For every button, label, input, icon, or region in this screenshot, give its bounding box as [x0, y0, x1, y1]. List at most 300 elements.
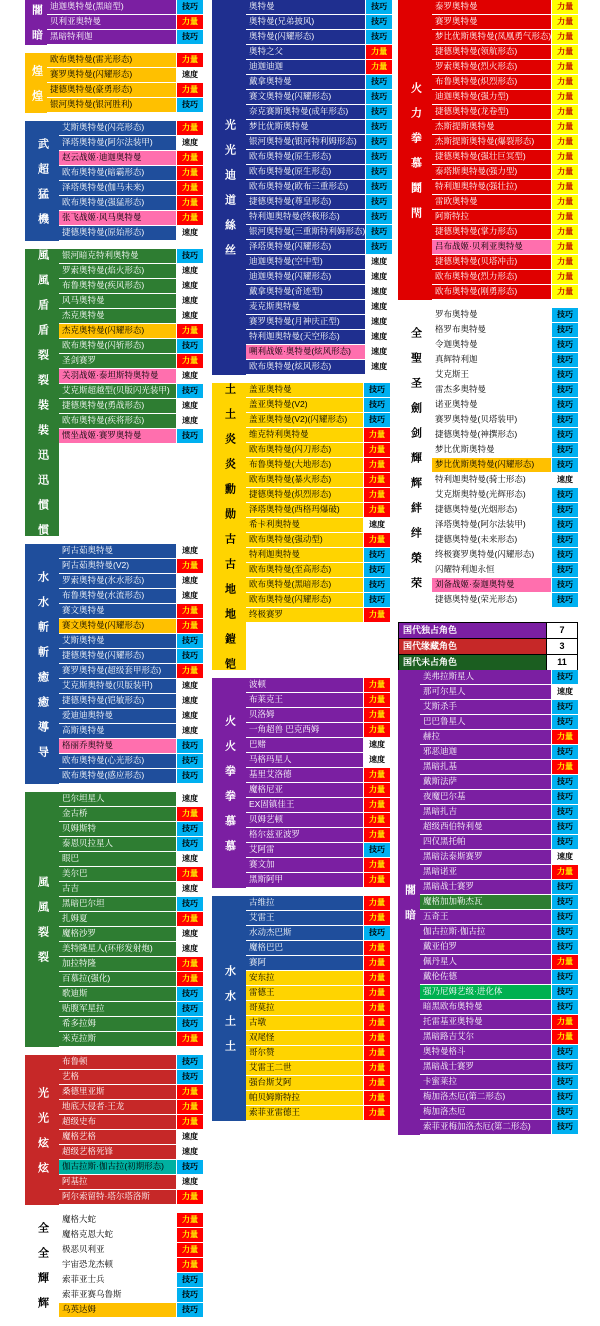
table-row[interactable] [432, 270, 578, 285]
table-row[interactable] [246, 240, 392, 255]
table-row[interactable] [59, 942, 203, 957]
table-row[interactable] [246, 195, 392, 210]
type-badge: 速度 [365, 360, 392, 374]
type-badge: 速度 [365, 270, 392, 284]
table-row[interactable] [246, 270, 392, 285]
table-row[interactable] [59, 589, 203, 604]
table-row[interactable] [246, 428, 390, 443]
table-row[interactable] [246, 533, 390, 548]
table-row[interactable] [59, 151, 203, 166]
element-group [25, 249, 203, 536]
character-name: 闪耀特利迦永恒 [435, 564, 495, 574]
type-badge: 速度 [365, 345, 392, 359]
table-row[interactable] [59, 324, 203, 339]
table-row[interactable] [420, 730, 578, 745]
table-row[interactable] [432, 323, 578, 338]
table-row[interactable] [246, 608, 390, 623]
table-row[interactable] [420, 805, 578, 820]
table-row[interactable] [246, 738, 390, 753]
type-badge: 力量 [363, 488, 390, 502]
table-row[interactable] [59, 309, 203, 324]
character-name: 魔格大蛇 [62, 1214, 97, 1224]
table-row[interactable] [59, 1273, 203, 1288]
type-badge: 技巧 [176, 754, 203, 768]
table-row[interactable] [432, 398, 578, 413]
table-row[interactable] [59, 1145, 203, 1160]
table-row[interactable] [246, 135, 392, 150]
table-row[interactable] [420, 940, 578, 955]
table-row[interactable] [246, 90, 392, 105]
table-row[interactable] [246, 911, 390, 926]
table-row[interactable] [246, 0, 392, 15]
table-row[interactable] [59, 1002, 203, 1017]
type-badge: 速度 [176, 1175, 203, 1189]
character-name: 美尔巴 [62, 868, 88, 878]
table-row[interactable] [420, 745, 578, 760]
table-row[interactable] [59, 619, 203, 634]
table-row[interactable] [432, 105, 578, 120]
table-row[interactable] [246, 285, 392, 300]
table-row[interactable] [420, 970, 578, 985]
type-badge: 速度 [176, 414, 203, 428]
table-row[interactable] [246, 783, 390, 798]
table-row[interactable] [432, 458, 578, 473]
element-group-label: 闇 暗 [25, 0, 47, 45]
table-row[interactable] [420, 1000, 578, 1015]
table-row[interactable] [420, 1060, 578, 1075]
table-row[interactable] [246, 15, 392, 30]
element-group-label: 全 全 輝 辉 [25, 1213, 59, 1318]
table-row[interactable] [246, 563, 390, 578]
character-name: 终极赛罗 [249, 609, 284, 619]
table-row[interactable] [420, 1045, 578, 1060]
table-row[interactable] [59, 1190, 203, 1205]
table-row[interactable] [246, 578, 390, 593]
type-badge: 技巧 [365, 225, 392, 239]
type-badge: 力量 [363, 813, 390, 827]
table-row[interactable] [59, 837, 203, 852]
type-badge: 技巧 [365, 15, 392, 29]
type-badge: 力量 [176, 619, 203, 633]
table-row[interactable] [59, 226, 203, 241]
table-row[interactable] [432, 210, 578, 225]
table-row[interactable] [432, 383, 578, 398]
table-row[interactable] [59, 987, 203, 1002]
table-row[interactable] [420, 700, 578, 715]
character-name: 艾雷王二世 [249, 1062, 292, 1072]
table-row[interactable] [246, 798, 390, 813]
table-row[interactable] [420, 1015, 578, 1030]
table-row[interactable] [246, 345, 392, 360]
table-row[interactable] [246, 150, 392, 165]
table-row[interactable] [59, 649, 203, 664]
table-row[interactable] [246, 383, 390, 398]
table-row[interactable] [246, 828, 390, 843]
table-row[interactable] [432, 518, 578, 533]
table-row[interactable] [432, 593, 578, 608]
character-name: 泰恩贝拉星人 [62, 838, 114, 848]
table-row[interactable] [432, 0, 578, 15]
group-separator [212, 1121, 390, 1129]
character-name: 阿斯特拉 [435, 211, 470, 221]
character-name: 张飞战姬·风马奥特曼 [62, 212, 142, 222]
table-row[interactable] [59, 1160, 203, 1175]
table-row[interactable] [59, 1085, 203, 1100]
table-row[interactable] [420, 850, 578, 865]
table-row[interactable] [59, 384, 203, 399]
table-row[interactable] [432, 285, 578, 300]
table-row[interactable] [432, 120, 578, 135]
table-row[interactable] [59, 181, 203, 196]
table-row[interactable] [432, 368, 578, 383]
table-row[interactable] [420, 1075, 578, 1090]
type-badge: 力量 [363, 1016, 390, 1030]
table-row[interactable] [432, 548, 578, 563]
table-row[interactable] [59, 604, 203, 619]
table-row[interactable] [59, 1055, 203, 1070]
type-badge: 技巧 [176, 1273, 203, 1287]
table-row[interactable] [246, 398, 390, 413]
character-name: 奥特曼格斗 [423, 1046, 466, 1056]
character-name: 泰罗奥特曼 [435, 1, 478, 11]
table-row[interactable] [246, 1061, 390, 1076]
table-row[interactable] [246, 678, 390, 693]
table-row[interactable] [59, 211, 203, 226]
type-badge: 速度 [363, 738, 390, 752]
table-row[interactable] [59, 724, 203, 739]
table-row[interactable] [59, 369, 203, 384]
table-row[interactable] [432, 473, 578, 488]
table-row[interactable] [432, 413, 578, 428]
table-row[interactable] [47, 83, 203, 98]
character-name: 梅加洛杰厄(第二形态) [423, 1091, 506, 1101]
table-row[interactable] [59, 1243, 203, 1258]
table-row[interactable] [59, 867, 203, 882]
table-row[interactable] [432, 353, 578, 368]
table-row[interactable] [420, 880, 578, 895]
character-name: 赛罗奥特曼(超级套甲形态) [62, 665, 162, 675]
table-row[interactable] [420, 670, 578, 685]
type-badge: 技巧 [365, 165, 392, 179]
table-row[interactable] [432, 308, 578, 323]
table-row[interactable] [59, 957, 203, 972]
type-badge: 技巧 [176, 1002, 203, 1016]
table-row[interactable] [246, 180, 392, 195]
table-row[interactable] [420, 985, 578, 1000]
table-row[interactable] [59, 709, 203, 724]
type-badge: 技巧 [551, 563, 578, 577]
table-row[interactable] [59, 574, 203, 589]
table-row[interactable] [246, 971, 390, 986]
table-row[interactable] [246, 315, 392, 330]
table-row[interactable] [59, 1228, 203, 1243]
table-row[interactable] [59, 1100, 203, 1115]
table-row[interactable] [420, 1030, 578, 1045]
element-group [25, 53, 203, 113]
table-row[interactable] [59, 852, 203, 867]
type-badge: 速度 [176, 264, 203, 278]
type-badge: 速度 [363, 753, 390, 767]
table-row[interactable] [246, 723, 390, 738]
type-badge: 技巧 [551, 353, 578, 367]
group-separator [25, 536, 203, 544]
table-row[interactable] [246, 548, 390, 563]
table-row[interactable] [420, 775, 578, 790]
character-name: 艾斯奥特曼(闪亮形态) [62, 122, 145, 132]
table-row[interactable] [246, 443, 390, 458]
table-row[interactable] [432, 135, 578, 150]
character-name: 一角超兽 巴克西姆 [249, 724, 320, 734]
table-row[interactable] [59, 739, 203, 754]
table-row[interactable] [59, 196, 203, 211]
table-row[interactable] [59, 166, 203, 181]
table-row[interactable] [432, 428, 578, 443]
table-row[interactable] [420, 1120, 578, 1135]
character-name: 刘备战姬·泰迦奥特曼 [435, 579, 515, 589]
table-row[interactable] [432, 45, 578, 60]
type-badge: 速度 [365, 330, 392, 344]
table-row[interactable] [432, 563, 578, 578]
table-row[interactable] [59, 559, 203, 574]
table-row[interactable] [59, 249, 203, 264]
character-name: 美特隆星人(环形发射炮) [62, 943, 153, 953]
table-row[interactable] [59, 769, 203, 784]
table-row[interactable] [246, 873, 390, 888]
type-badge: 技巧 [551, 308, 578, 322]
table-row[interactable] [246, 473, 390, 488]
table-row[interactable] [246, 768, 390, 783]
table-row[interactable] [420, 820, 578, 835]
table-row[interactable] [246, 593, 390, 608]
type-badge: 力量 [176, 196, 203, 210]
table-row[interactable] [59, 897, 203, 912]
character-name: 赛阿 [249, 957, 267, 967]
table-row[interactable] [246, 1091, 390, 1106]
table-row[interactable] [59, 544, 203, 559]
table-row[interactable] [246, 330, 392, 345]
type-badge: 技巧 [365, 120, 392, 134]
table-row[interactable] [59, 1070, 203, 1085]
table-row[interactable] [59, 754, 203, 769]
row-list [59, 792, 203, 1047]
table-row[interactable] [432, 488, 578, 503]
character-name: 盖亚奥特曼 [249, 384, 292, 394]
table-row[interactable] [432, 533, 578, 548]
table-row[interactable] [246, 813, 390, 828]
table-row[interactable] [59, 1032, 203, 1047]
character-name: 夜魔巴尔基 [423, 791, 466, 801]
table-row[interactable] [432, 443, 578, 458]
table-row[interactable] [420, 835, 578, 850]
table-row[interactable] [246, 120, 392, 135]
table-row[interactable] [420, 925, 578, 940]
table-row[interactable] [246, 896, 390, 911]
table-row[interactable] [59, 664, 203, 679]
table-row[interactable] [246, 986, 390, 1001]
character-name: 梦比优斯奥特曼(凤凰勇气形态) [435, 31, 552, 41]
table-row[interactable] [246, 458, 390, 473]
table-row[interactable] [246, 255, 392, 270]
character-name: 强乃尼姆艺级·进化体 [423, 986, 503, 996]
table-row[interactable] [432, 225, 578, 240]
table-row[interactable] [59, 399, 203, 414]
table-row[interactable] [420, 1090, 578, 1105]
table-row[interactable] [59, 339, 203, 354]
table-row[interactable] [246, 1016, 390, 1031]
table-row[interactable] [47, 98, 203, 113]
type-badge: 速度 [176, 279, 203, 293]
table-row[interactable] [432, 15, 578, 30]
table-row[interactable] [246, 60, 392, 75]
character-name: 特利迦奥特曼 [249, 549, 301, 559]
table-row[interactable] [59, 1213, 203, 1228]
element-group-label: 水 水 土 土 [212, 896, 246, 1121]
element-group [212, 678, 390, 888]
table-row[interactable] [246, 210, 392, 225]
table-row[interactable] [432, 165, 578, 180]
table-row[interactable] [59, 1288, 203, 1303]
table-row[interactable] [246, 843, 390, 858]
table-row[interactable] [59, 1017, 203, 1032]
type-badge: 速度 [176, 679, 203, 693]
table-row[interactable] [59, 279, 203, 294]
table-row[interactable] [59, 136, 203, 151]
table-row[interactable] [432, 240, 578, 255]
table-row[interactable] [59, 414, 203, 429]
table-row[interactable] [246, 1046, 390, 1061]
table-row[interactable] [246, 1031, 390, 1046]
table-row[interactable] [246, 753, 390, 768]
character-name: 欧布奥特曼(暗霸形态) [62, 167, 145, 177]
type-badge: 技巧 [176, 1017, 203, 1031]
character-name: 捷德奥特曼(神撰形态) [435, 429, 518, 439]
table-row[interactable] [420, 760, 578, 775]
table-row[interactable] [59, 1130, 203, 1145]
type-badge: 力量 [363, 723, 390, 737]
table-row[interactable] [246, 926, 390, 941]
table-row[interactable] [47, 53, 203, 68]
table-row[interactable] [432, 60, 578, 75]
character-name: 魔格尼亚 [249, 784, 284, 794]
table-row[interactable] [420, 790, 578, 805]
table-row[interactable] [59, 121, 203, 136]
type-badge: 技巧 [551, 503, 578, 517]
type-badge: 力量 [551, 240, 578, 254]
table-row[interactable] [432, 255, 578, 270]
table-row[interactable] [59, 1115, 203, 1130]
table-row[interactable] [246, 956, 390, 971]
table-row[interactable] [432, 30, 578, 45]
table-row[interactable] [59, 912, 203, 927]
table-row[interactable] [432, 338, 578, 353]
table-row[interactable] [59, 972, 203, 987]
table-row[interactable] [246, 858, 390, 873]
table-row[interactable] [246, 518, 390, 533]
table-row[interactable] [246, 488, 390, 503]
table-row[interactable] [59, 792, 203, 807]
type-badge: 技巧 [365, 90, 392, 104]
character-name: 欧布奥特曼(感应形态) [62, 770, 145, 780]
table-row[interactable] [246, 45, 392, 60]
table-row[interactable] [59, 882, 203, 897]
table-row[interactable] [47, 68, 203, 83]
table-row[interactable] [420, 865, 578, 880]
table-row[interactable] [246, 300, 392, 315]
table-row[interactable] [432, 150, 578, 165]
table-row[interactable] [59, 634, 203, 649]
row-list [246, 383, 390, 670]
table-row[interactable] [59, 807, 203, 822]
table-row[interactable] [432, 503, 578, 518]
type-badge: 技巧 [176, 1055, 203, 1069]
table-row[interactable] [59, 1258, 203, 1273]
table-row[interactable] [246, 1001, 390, 1016]
table-row[interactable] [59, 1303, 203, 1318]
type-badge: 技巧 [176, 384, 203, 398]
table-row[interactable] [246, 1076, 390, 1091]
table-row[interactable] [246, 105, 392, 120]
character-name: 贝洛姆 [249, 709, 275, 719]
table-row[interactable] [246, 413, 390, 428]
table-row[interactable] [432, 90, 578, 105]
table-row[interactable] [432, 75, 578, 90]
table-row[interactable] [246, 693, 390, 708]
type-badge: 技巧 [551, 1090, 578, 1104]
table-row[interactable] [246, 165, 392, 180]
element-group [398, 308, 578, 608]
table-row[interactable] [59, 927, 203, 942]
table-row[interactable] [59, 264, 203, 279]
table-row[interactable] [420, 895, 578, 910]
character-name: 戴斯法萨 [423, 776, 458, 786]
table-row[interactable] [432, 578, 578, 593]
type-badge: 技巧 [551, 805, 578, 819]
table-row[interactable] [59, 694, 203, 709]
table-row[interactable] [432, 195, 578, 210]
table-row[interactable] [246, 225, 392, 240]
table-row[interactable] [420, 685, 578, 700]
table-row[interactable] [47, 0, 203, 15]
table-row[interactable] [246, 360, 392, 375]
table-row[interactable] [59, 1175, 203, 1190]
table-row[interactable] [59, 354, 203, 369]
table-row[interactable] [246, 941, 390, 956]
table-row[interactable] [420, 1105, 578, 1120]
type-badge: 技巧 [551, 790, 578, 804]
table-row[interactable] [432, 180, 578, 195]
table-row[interactable] [420, 955, 578, 970]
table-row[interactable] [47, 15, 203, 30]
table-row[interactable] [246, 75, 392, 90]
table-row[interactable] [246, 1106, 390, 1121]
group-separator [25, 784, 203, 792]
table-row[interactable] [420, 715, 578, 730]
type-badge: 力量 [176, 1213, 203, 1227]
table-row[interactable] [59, 294, 203, 309]
table-row[interactable] [59, 679, 203, 694]
type-badge: 力量 [551, 0, 578, 14]
table-row[interactable] [420, 910, 578, 925]
table-row[interactable] [47, 30, 203, 45]
table-row[interactable] [246, 708, 390, 723]
table-row[interactable] [59, 429, 203, 444]
character-name: 索菲亚梅加洛杰厄(第二形态) [423, 1121, 531, 1131]
character-name: 杰斯提斯奥特曼(爆裂形态) [435, 136, 535, 146]
table-row[interactable] [59, 822, 203, 837]
table-row[interactable] [246, 30, 392, 45]
table-row[interactable] [246, 503, 390, 518]
character-name: 波顿 [249, 679, 267, 689]
